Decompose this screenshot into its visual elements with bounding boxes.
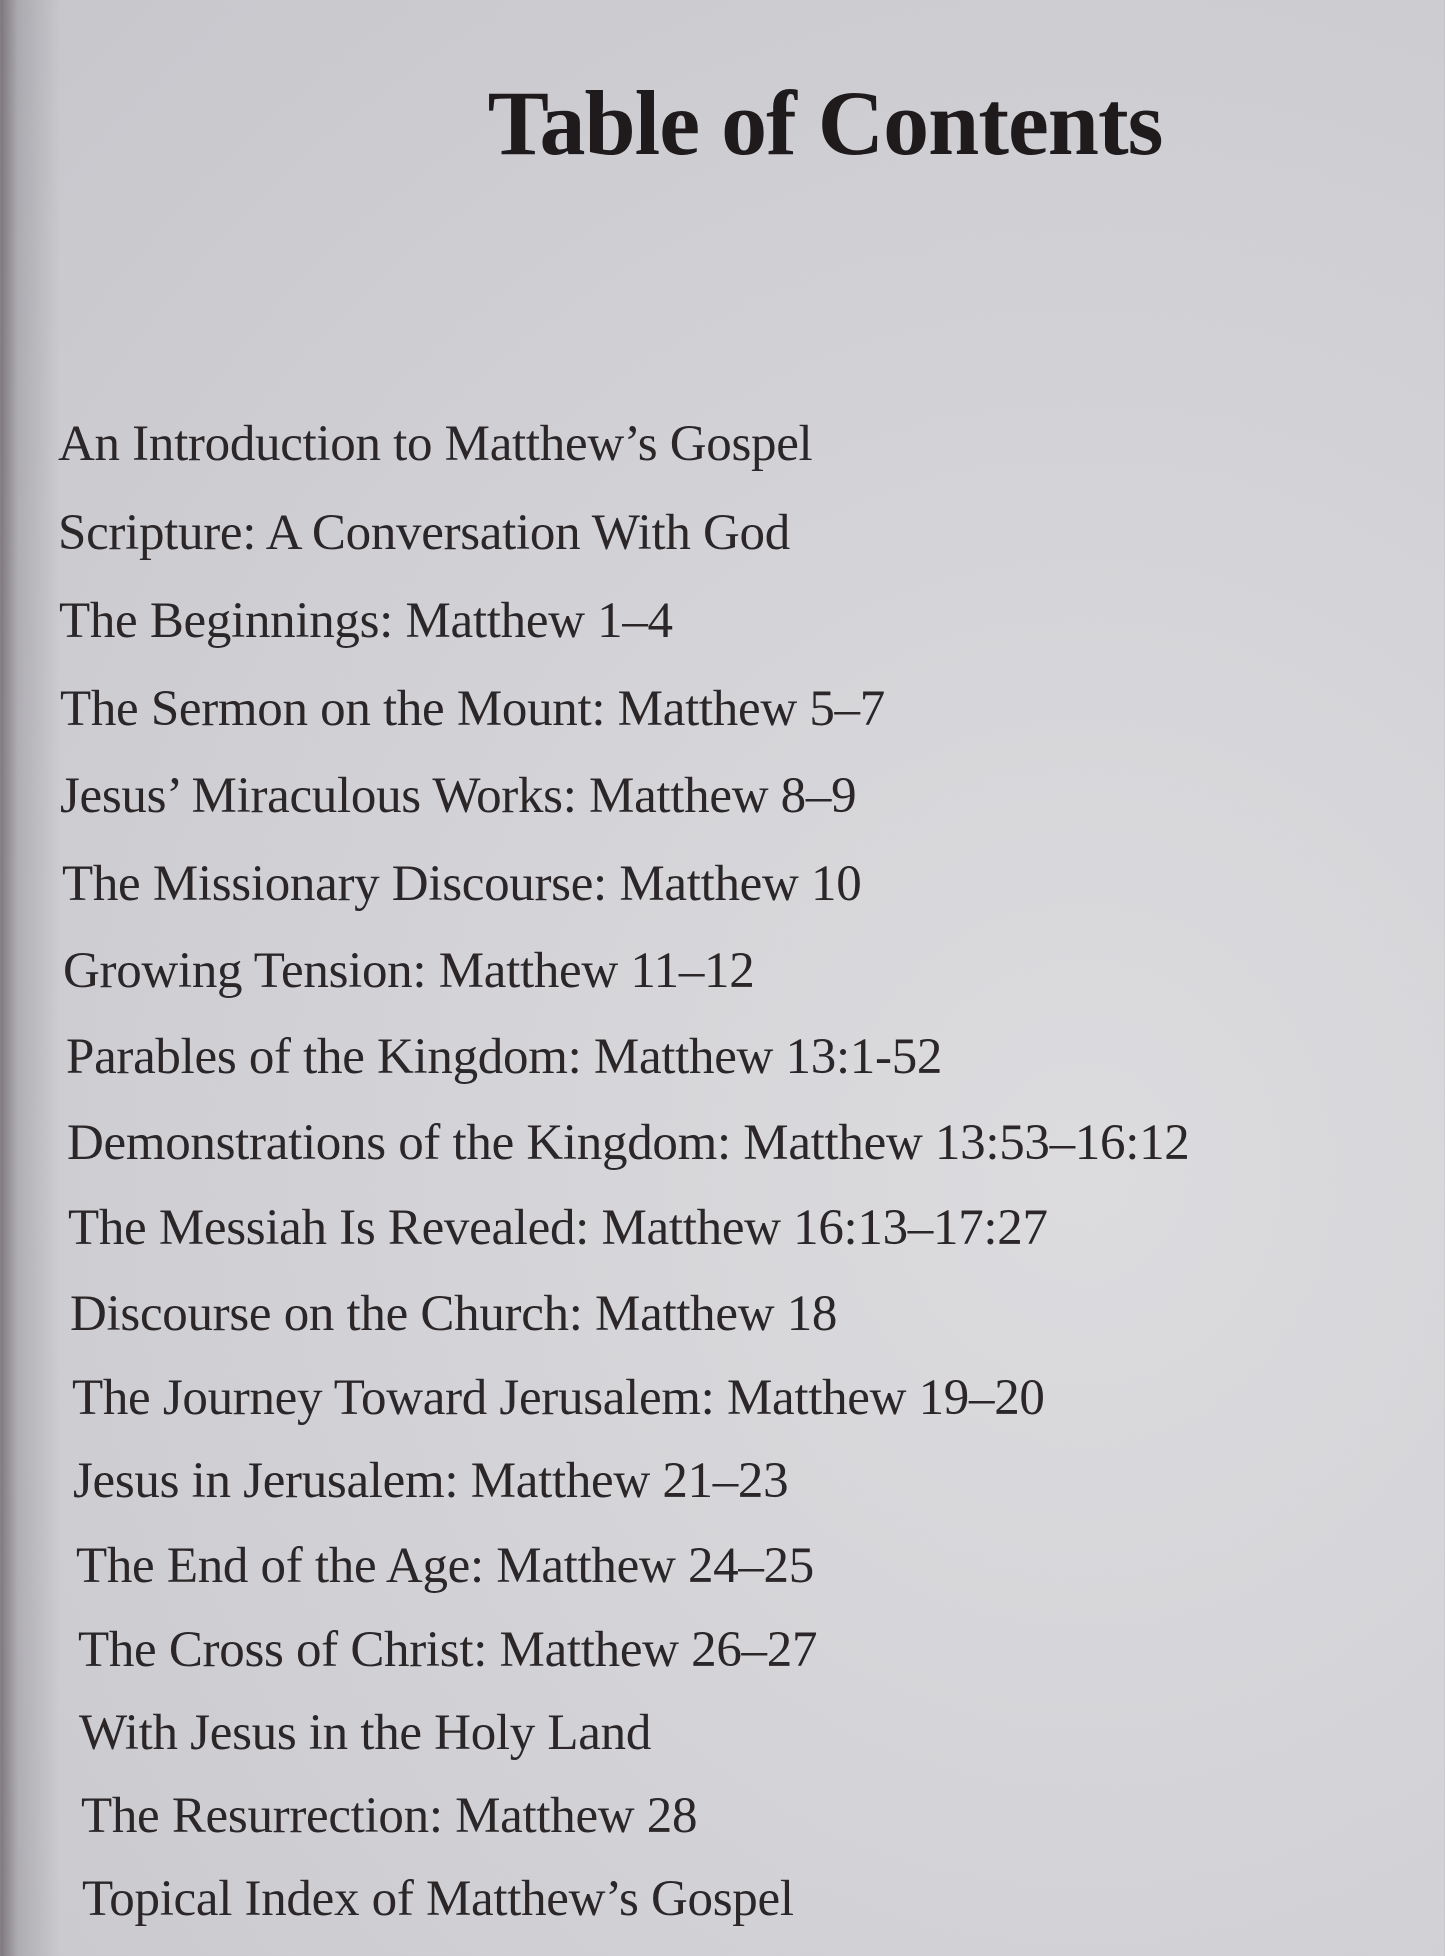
toc-entry: The Missionary Discourse: Matthew 10 [62,856,862,912]
toc-entry: With Jesus in the Holy Land [79,1705,652,1761]
toc-entry: Scripture: A Conversation With God [58,505,790,561]
toc-entry: Topical Index of Matthew’s Gospel [82,1871,794,1927]
toc-entry: Jesus’ Miraculous Works: Matthew 8–9 [60,768,857,824]
toc-entry: The Cross of Christ: Matthew 26–27 [78,1622,818,1678]
toc-entry: The Resurrection: Matthew 28 [81,1788,698,1844]
toc-entry: Parables of the Kingdom: Matthew 13:1-52 [66,1029,943,1085]
toc-entry: The Sermon on the Mount: Matthew 5–7 [60,681,885,737]
page-title: Table of Contents [487,72,1163,174]
toc-entry: The End of the Age: Matthew 24–25 [76,1538,814,1594]
toc-entry: The Messiah Is Revealed: Matthew 16:13–17:27 [68,1200,1048,1256]
toc-entry: Demonstrations of the Kingdom: Matthew 13:53–16:12 [67,1115,1190,1171]
toc-entry: Discourse on the Church: Matthew 18 [70,1286,838,1342]
toc-entry: Jesus in Jerusalem: Matthew 21–23 [73,1453,789,1509]
toc-entry: An Introduction to Matthew’s Gospel [58,416,813,472]
toc-entry: The Beginnings: Matthew 1–4 [59,593,673,649]
toc-entry: Growing Tension: Matthew 11–12 [63,943,755,999]
toc-entry: The Journey Toward Jerusalem: Matthew 19–20 [72,1370,1045,1426]
